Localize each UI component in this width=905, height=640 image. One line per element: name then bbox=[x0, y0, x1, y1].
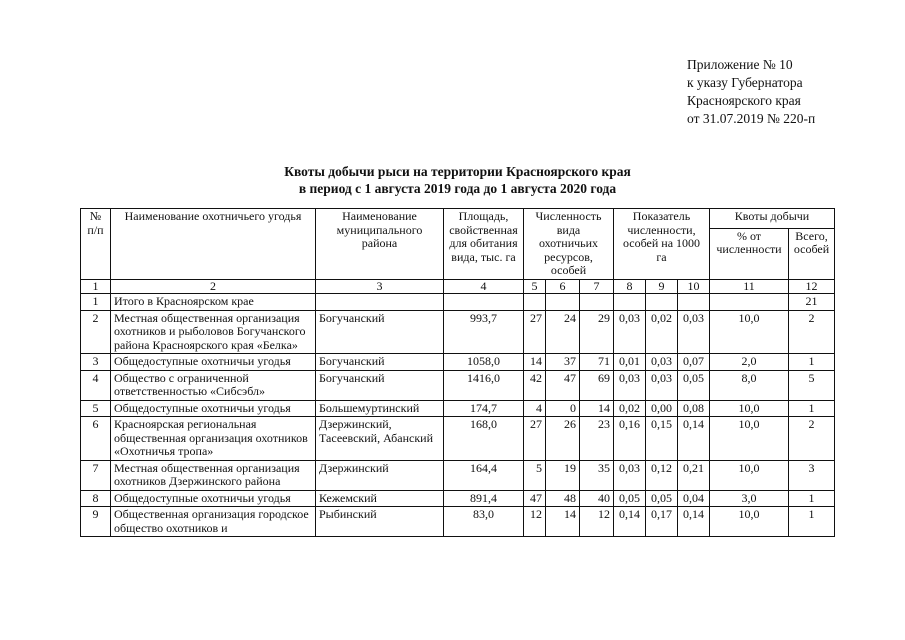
row-population-3: 12 bbox=[580, 507, 614, 537]
row-name: Общедоступные охотничьи угодья bbox=[111, 400, 316, 417]
row-indicator-2: 0,05 bbox=[646, 490, 678, 507]
row-quota-pct: 3,0 bbox=[710, 490, 789, 507]
row-district: Богучанский bbox=[316, 310, 444, 354]
row-indicator-3: 0,04 bbox=[678, 490, 710, 507]
header-name: Наименование охотничьего угодья bbox=[111, 209, 316, 280]
row-population-2: 24 bbox=[546, 310, 580, 354]
column-number: 7 bbox=[580, 279, 614, 294]
row-indicator-3: 0,21 bbox=[678, 460, 710, 490]
row-num: 3 bbox=[81, 354, 111, 371]
column-number: 3 bbox=[316, 279, 444, 294]
column-number: 8 bbox=[614, 279, 646, 294]
row-indicator-1: 0,14 bbox=[614, 507, 646, 537]
row-name: Общественная организация городское общество охотников и bbox=[111, 507, 316, 537]
row-district: Большемуртинский bbox=[316, 400, 444, 417]
row-total: 2 bbox=[789, 310, 835, 354]
row-indicator-3: 0,14 bbox=[678, 507, 710, 537]
row-indicator-2: 0,15 bbox=[646, 417, 678, 461]
row-quota-pct: 10,0 bbox=[710, 460, 789, 490]
row-district: Дзержинский bbox=[316, 460, 444, 490]
appendix-line: к указу Губернатора bbox=[687, 75, 803, 90]
row-population-3: 69 bbox=[580, 370, 614, 400]
row-area: 174,7 bbox=[444, 400, 524, 417]
row-indicator-3: 0,14 bbox=[678, 417, 710, 461]
row-indicator-2: 0,17 bbox=[646, 507, 678, 537]
table-row bbox=[81, 400, 835, 417]
column-number: 6 bbox=[546, 279, 580, 294]
row-population-2: 19 bbox=[546, 460, 580, 490]
row-district: Дзержинский, Тасеевский, Абанский bbox=[316, 417, 444, 461]
column-numbers-row bbox=[81, 279, 835, 294]
row-name: Общедоступные охотничьи угодья bbox=[111, 490, 316, 507]
row-quota-pct: 10,0 bbox=[710, 310, 789, 354]
row-population-1: 5 bbox=[524, 460, 546, 490]
row-area: 1416,0 bbox=[444, 370, 524, 400]
table-row bbox=[81, 354, 835, 371]
header-num: № п/п bbox=[81, 209, 111, 280]
row-district: Рыбинский bbox=[316, 507, 444, 537]
row-population-1: 12 bbox=[524, 507, 546, 537]
row-name: Общедоступные охотничьи угодья bbox=[111, 354, 316, 371]
appendix-line: Красноярского края bbox=[687, 93, 801, 108]
row-indicator-3: 0,08 bbox=[678, 400, 710, 417]
row-total: 1 bbox=[789, 507, 835, 537]
row-indicator-3: 0,03 bbox=[678, 310, 710, 354]
row-population-1: 4 bbox=[524, 400, 546, 417]
header-row bbox=[81, 209, 835, 229]
row-indicator-1: 0,03 bbox=[614, 460, 646, 490]
header-quota-total: Всего, особей bbox=[789, 228, 835, 279]
row-name: Красноярская региональная общественная организация охотников «Охотничья тропа» bbox=[111, 417, 316, 461]
row-total: 1 bbox=[789, 400, 835, 417]
row-population-2: 37 bbox=[546, 354, 580, 371]
header-population: Численность вида охотничьих ресурсов, особей bbox=[524, 209, 614, 280]
table-row bbox=[81, 490, 835, 507]
row-indicator-1: 0,03 bbox=[614, 370, 646, 400]
row-indicator-3: 0,05 bbox=[678, 370, 710, 400]
row-indicator-2: 0,12 bbox=[646, 460, 678, 490]
header-indicator: Показатель численности, особей на 1000 га bbox=[614, 209, 710, 280]
row-name: Местная общественная организация охотников Дзержинского района bbox=[111, 460, 316, 490]
row-indicator-2: 0,00 bbox=[646, 400, 678, 417]
row-num: 1 bbox=[81, 294, 111, 311]
row-num: 2 bbox=[81, 310, 111, 354]
row-area: 1058,0 bbox=[444, 354, 524, 371]
row-population-2: 26 bbox=[546, 417, 580, 461]
row-name: Общество с ограниченной ответственностью «Сибсэбл» bbox=[111, 370, 316, 400]
row-num: 5 bbox=[81, 400, 111, 417]
row-total: 1 bbox=[789, 354, 835, 371]
table-row bbox=[81, 417, 835, 461]
row-indicator-2: 0,03 bbox=[646, 370, 678, 400]
table-row bbox=[81, 507, 835, 537]
row-quota-pct: 10,0 bbox=[710, 507, 789, 537]
row-total: 5 bbox=[789, 370, 835, 400]
row-quota-pct: 2,0 bbox=[710, 354, 789, 371]
row-population-2: 48 bbox=[546, 490, 580, 507]
row-population-1: 27 bbox=[524, 417, 546, 461]
row-indicator-2: 0,02 bbox=[646, 310, 678, 354]
table-row bbox=[81, 310, 835, 354]
row-population-2: 0 bbox=[546, 400, 580, 417]
row-population-1: 42 bbox=[524, 370, 546, 400]
row-population-3: 23 bbox=[580, 417, 614, 461]
row-name: Итого в Красноярском крае bbox=[111, 294, 316, 311]
row-population-3: 35 bbox=[580, 460, 614, 490]
row-population-3: 71 bbox=[580, 354, 614, 371]
column-number: 10 bbox=[678, 279, 710, 294]
row-indicator-1: 0,02 bbox=[614, 400, 646, 417]
row-area: 83,0 bbox=[444, 507, 524, 537]
row-num: 7 bbox=[81, 460, 111, 490]
row-name: Местная общественная организация охотников и рыболовов Богучанского района Красноярского края «Белка» bbox=[111, 310, 316, 354]
column-number: 11 bbox=[710, 279, 789, 294]
header-district: Наименование муниципального района bbox=[316, 209, 444, 280]
quota-table bbox=[80, 208, 835, 537]
row-total: 2 bbox=[789, 417, 835, 461]
row-district: Кежемский bbox=[316, 490, 444, 507]
row-district: Богучанский bbox=[316, 354, 444, 371]
table-row bbox=[81, 460, 835, 490]
column-number: 9 bbox=[646, 279, 678, 294]
row-indicator-2: 0,03 bbox=[646, 354, 678, 371]
row-total: 21 bbox=[789, 294, 835, 311]
row-population-3: 29 bbox=[580, 310, 614, 354]
row-quota-pct: 10,0 bbox=[710, 400, 789, 417]
header-quota-pct: % от численности bbox=[710, 228, 789, 279]
row-indicator-1: 0,01 bbox=[614, 354, 646, 371]
appendix-line: от 31.07.2019 № 220-п bbox=[687, 111, 816, 126]
document-title bbox=[0, 163, 905, 197]
row-indicator-1: 0,05 bbox=[614, 490, 646, 507]
column-number: 4 bbox=[444, 279, 524, 294]
appendix-line: Приложение № 10 bbox=[687, 57, 793, 72]
row-population-3: 14 bbox=[580, 400, 614, 417]
column-number: 2 bbox=[111, 279, 316, 294]
row-total: 3 bbox=[789, 460, 835, 490]
row-population-2: 47 bbox=[546, 370, 580, 400]
column-number: 1 bbox=[81, 279, 111, 294]
row-num: 8 bbox=[81, 490, 111, 507]
header-area: Площадь, свойственная для обитания вида, тыс. га bbox=[444, 209, 524, 280]
row-indicator-1: 0,16 bbox=[614, 417, 646, 461]
row-indicator-3: 0,07 bbox=[678, 354, 710, 371]
column-number: 5 bbox=[524, 279, 546, 294]
row-population-1: 14 bbox=[524, 354, 546, 371]
column-number: 12 bbox=[789, 279, 835, 294]
row-population-2: 14 bbox=[546, 507, 580, 537]
row-area: 993,7 bbox=[444, 310, 524, 354]
title-line: в период с 1 августа 2019 года до 1 августа 2020 года bbox=[298, 181, 617, 196]
appendix-block bbox=[687, 56, 815, 128]
row-quota-pct: 10,0 bbox=[710, 417, 789, 461]
row-area: 891,4 bbox=[444, 490, 524, 507]
table-row bbox=[81, 370, 835, 400]
total-row bbox=[81, 294, 835, 311]
row-population-1: 47 bbox=[524, 490, 546, 507]
row-num: 4 bbox=[81, 370, 111, 400]
row-num: 6 bbox=[81, 417, 111, 461]
row-district: Богучанский bbox=[316, 370, 444, 400]
row-area: 164,4 bbox=[444, 460, 524, 490]
row-population-1: 27 bbox=[524, 310, 546, 354]
row-population-3: 40 bbox=[580, 490, 614, 507]
row-num: 9 bbox=[81, 507, 111, 537]
header-quota: Квоты добычи bbox=[710, 209, 835, 229]
row-total: 1 bbox=[789, 490, 835, 507]
title-line: Квоты добычи рыси на территории Красноярского края bbox=[284, 164, 631, 179]
row-area: 168,0 bbox=[444, 417, 524, 461]
row-indicator-1: 0,03 bbox=[614, 310, 646, 354]
row-quota-pct: 8,0 bbox=[710, 370, 789, 400]
